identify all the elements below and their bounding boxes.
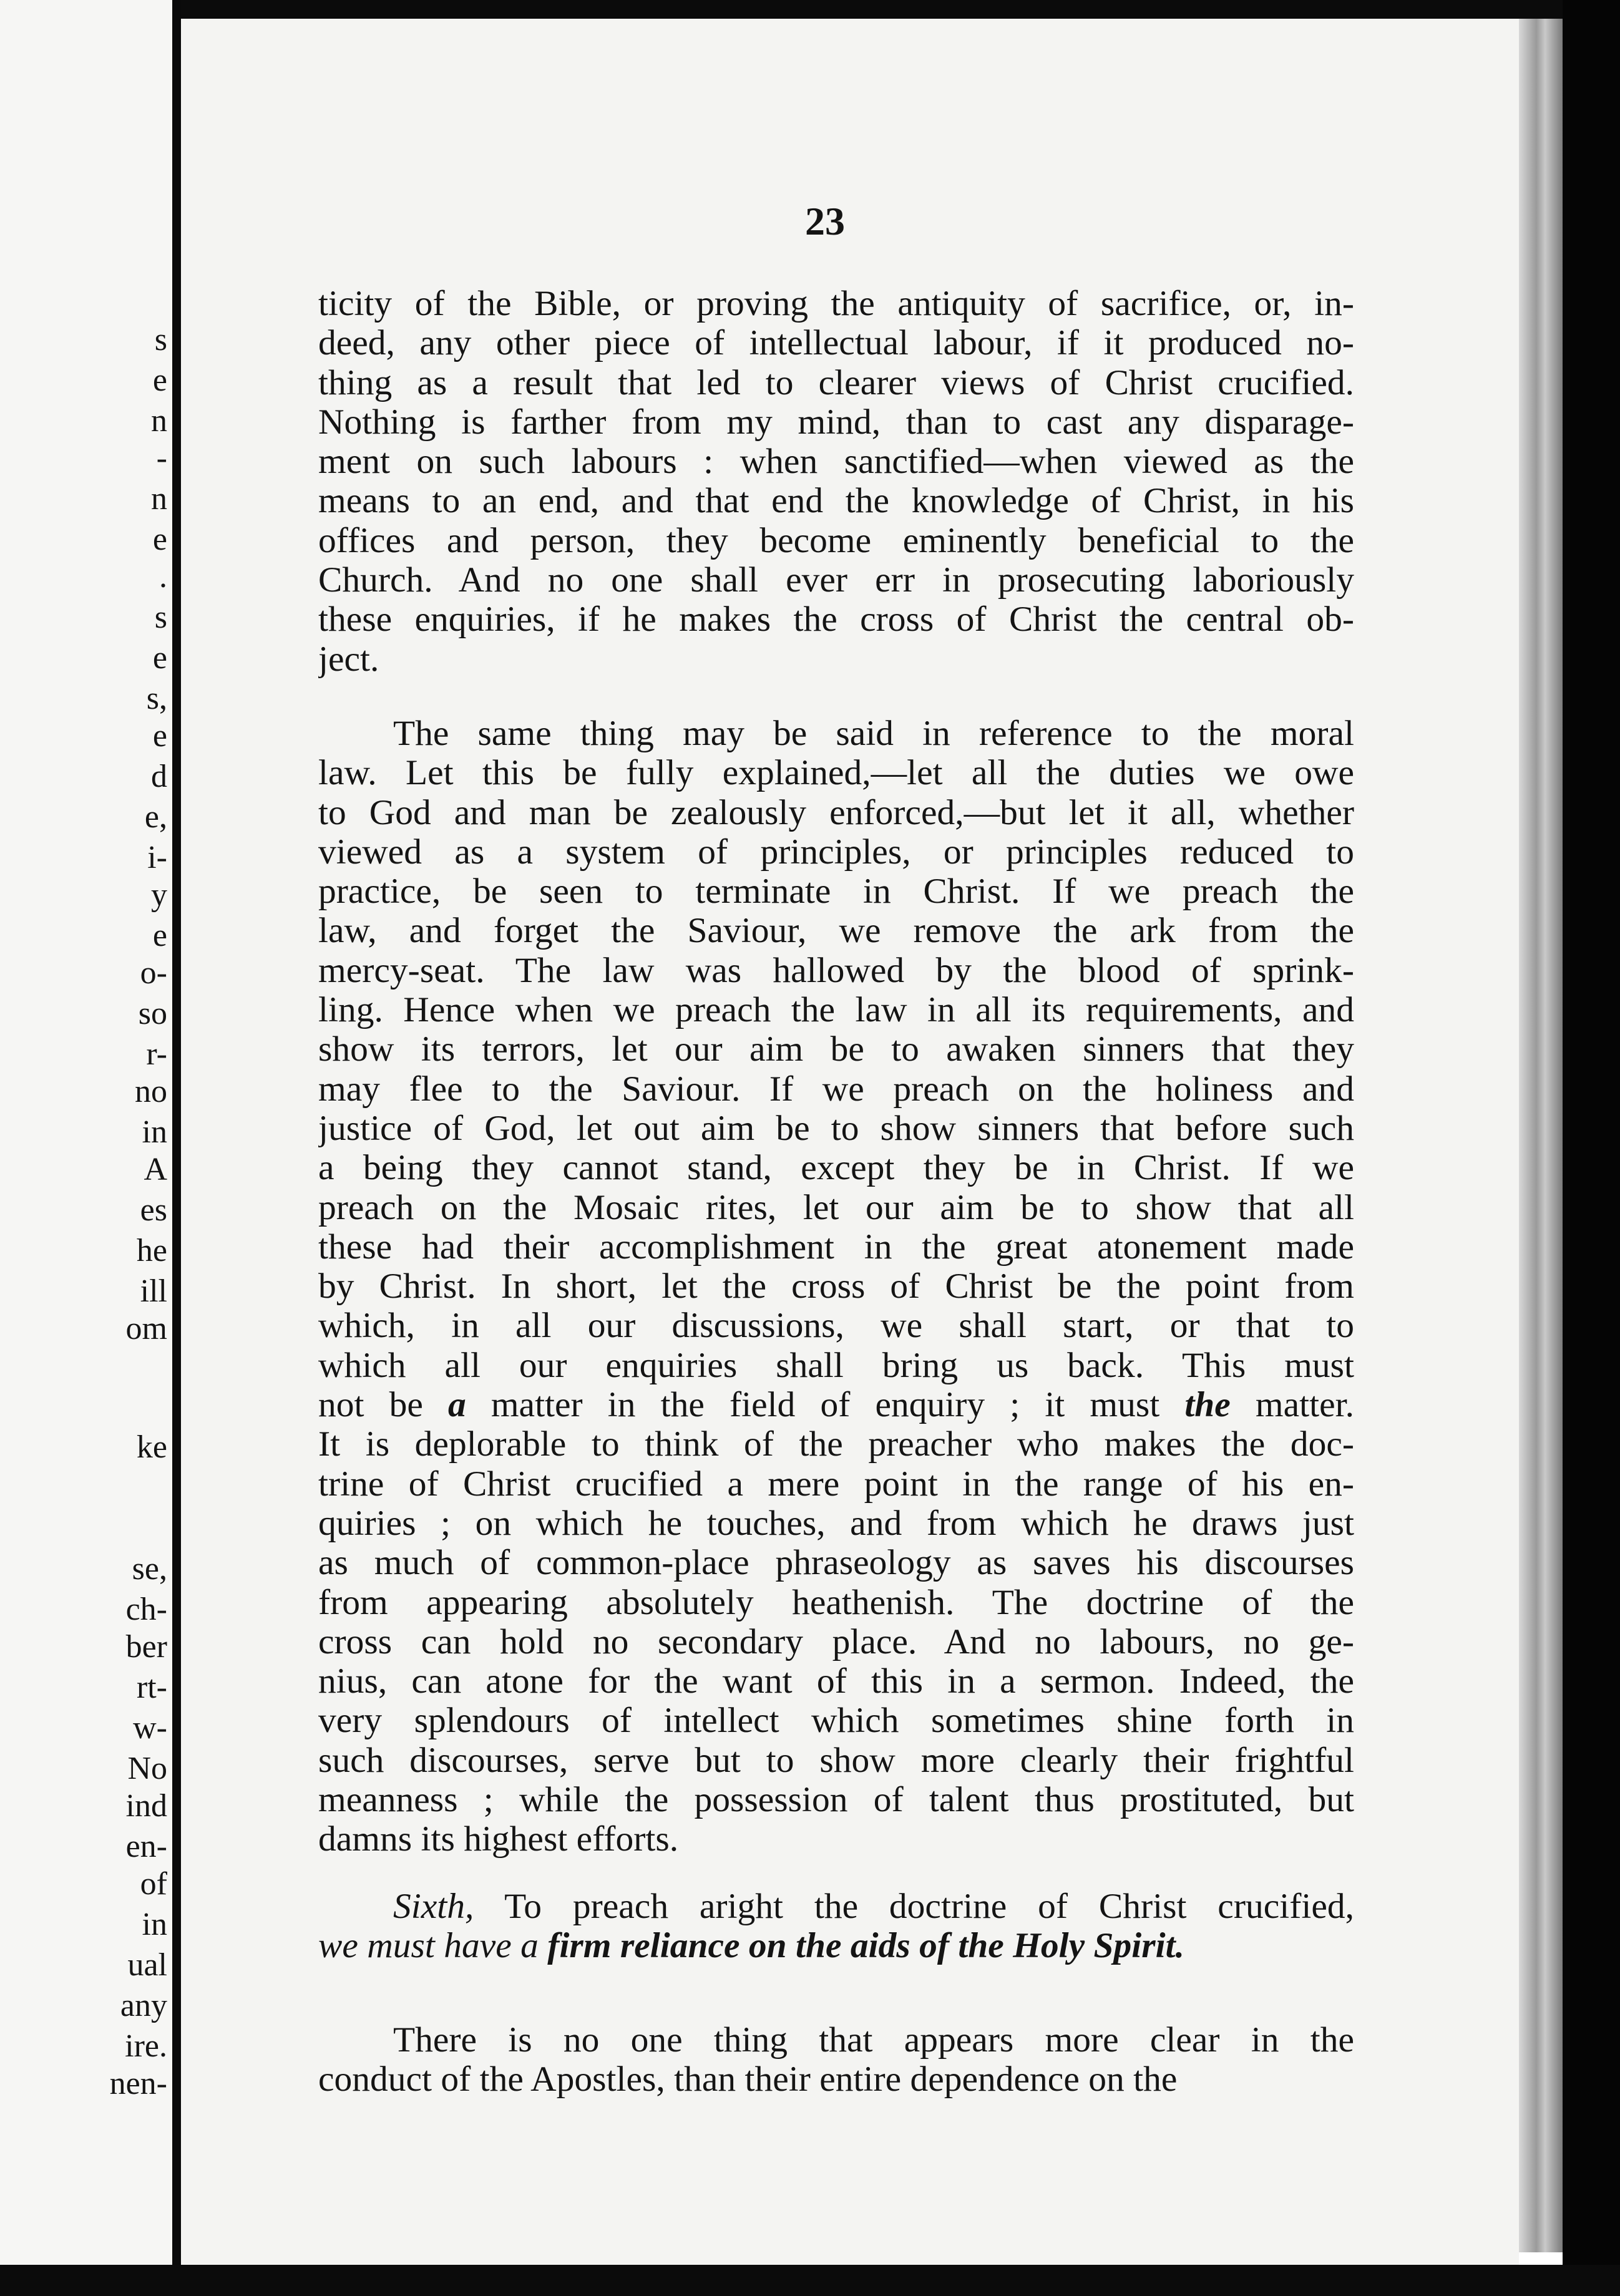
emphasis-word: the xyxy=(1184,1385,1231,1425)
fragment-line: any xyxy=(120,1988,167,2023)
paragraph-1-line: Nothing is farther from my mind, than to cast any disparage- xyxy=(318,402,1354,442)
paragraph-1-line: Church. And no one shall ever err in prosecuting laboriously xyxy=(318,560,1354,600)
paragraph-3 xyxy=(318,1887,1354,1966)
fragment-line: in xyxy=(142,1907,167,1942)
paragraph-2-line: which all our enquiries shall bring us back. This must xyxy=(318,1345,1354,1385)
paragraph-2-line: damns its highest efforts. xyxy=(318,1819,679,1859)
scan-border-top xyxy=(0,0,1620,19)
paragraph-1-line: offices and person, they become eminently beneficial to the xyxy=(318,520,1354,560)
paragraph-3-line-1 xyxy=(318,1887,1354,1926)
paragraph-1-line: ment on such labours : when sanctified—when viewed as the xyxy=(318,442,1354,482)
fragment-line: es xyxy=(140,1192,167,1228)
sixth-label: Sixth, xyxy=(393,1887,474,1926)
previous-page-fragment xyxy=(0,0,172,2296)
fragment-line: no xyxy=(135,1074,167,1109)
paragraph-2-line: preach on the Mosaic rites, let our aim be to show that all xyxy=(318,1187,1354,1227)
fragment-line: om xyxy=(125,1311,167,1346)
paragraph-2-line: these had their accomplishment in the great atonement made xyxy=(318,1227,1354,1267)
emphasis-word: a xyxy=(447,1385,466,1425)
fragment-line: . xyxy=(159,559,167,595)
fragment-line: ire. xyxy=(125,2028,167,2064)
scan-border-right xyxy=(1563,0,1620,2296)
fragment-line: ill xyxy=(140,1273,167,1309)
fragment-line: in xyxy=(142,1114,167,1150)
paragraph-2-line: very splendours of intellect which sometimes shine forth in xyxy=(318,1701,1354,1741)
fragment-line: w- xyxy=(133,1710,167,1746)
paragraph-2-line: meanness ; while the possession of talent thus prostituted, but xyxy=(318,1780,1354,1820)
paragraph-2-line: from appearing absolutely heathenish. The doctrine of the xyxy=(318,1582,1354,1622)
fragment-line: ual xyxy=(127,1947,167,1983)
paragraph-1-line: deed, any other piece of intellectual labour, if it produced no- xyxy=(318,323,1354,363)
fragment-line: s xyxy=(154,600,167,635)
fragment-line: ind xyxy=(125,1788,167,1824)
paragraph-2-line: practice, be seen to terminate in Christ. If we preach the xyxy=(318,872,1354,912)
paragraph-2-line: law, and forget the Saviour, we remove the ark from the xyxy=(318,911,1354,951)
fragment-line: e xyxy=(152,640,167,676)
fragment-line: No xyxy=(127,1751,167,1786)
fragment-line: e xyxy=(152,522,167,557)
page-number: 23 xyxy=(805,199,845,243)
paragraph-2-line: ling. Hence when we preach the law in all its requirements, and xyxy=(318,990,1354,1030)
fragment-line: e xyxy=(152,918,167,953)
paragraph-1-line: ticity of the Bible, or proving the antiquity of sacrifice, or, in- xyxy=(318,284,1354,323)
paragraph-2-line: law. Let this be fully explained,—let all the duties we owe xyxy=(318,753,1354,793)
paragraph-2-line: show its terrors, let our aim be to awaken sinners that they xyxy=(318,1029,1354,1069)
paragraph-4-line: There is no one thing that appears more clear in the xyxy=(393,2020,1354,2060)
paragraph-2-line: The same thing may be said in reference to the moral xyxy=(393,714,1354,753)
emphasis-bold-italic: firm reliance on the aids of the Holy Spirit. xyxy=(547,1926,1184,1966)
fragment-line: y xyxy=(151,877,167,913)
paragraph-2-line: may flee to the Saviour. If we preach on the holiness and xyxy=(318,1069,1354,1109)
paragraph-1-line: these enquiries, if he makes the cross of Christ the central ob- xyxy=(318,600,1354,640)
fragment-line: e, xyxy=(144,799,167,835)
scan-border-bottom xyxy=(0,2265,1620,2296)
fragment-line: en- xyxy=(125,1829,167,1864)
fragment-line: of xyxy=(140,1866,167,1902)
emphasis-italic: we must have a xyxy=(318,1926,548,1966)
fragment-line: s xyxy=(154,322,167,358)
paragraph-2-line: a being they cannot stand, except they be in Christ. If we xyxy=(318,1148,1354,1188)
fragment-line: ke xyxy=(136,1429,167,1465)
fragment-line: nen- xyxy=(109,2066,167,2101)
paragraph-2-line: not be a matter in the field of enquiry ; it must the matter. xyxy=(318,1385,1354,1425)
paragraph-2-line: as much of common-place phraseology as saves his discourses xyxy=(318,1543,1354,1583)
paragraph-2-line: quiries ; on which he touches, and from which he draws just xyxy=(318,1503,1354,1543)
paragraph-2-line: justice of God, let out aim be to show sinners that before such xyxy=(318,1108,1354,1148)
paragraph-1-line: thing as a result that led to clearer views of Christ crucified. xyxy=(318,362,1354,402)
fragment-line: e xyxy=(152,362,167,398)
fragment-line: A xyxy=(144,1152,167,1187)
fragment-line: se, xyxy=(132,1551,167,1587)
paragraph-2 xyxy=(318,714,1354,1859)
paragraph-2-line: mercy-seat. The law was hallowed by the blood of sprink- xyxy=(318,950,1354,990)
paragraph-3-line-1-text: To preach aright the doctrine of Christ crucified, xyxy=(474,1887,1354,1926)
paragraph-2-line: nius, can atone for the want of this in a sermon. Indeed, the xyxy=(318,1661,1354,1701)
paragraph-4-line: conduct of the Apostles, than their entire dependence on the xyxy=(318,2060,1178,2099)
fragment-line: o- xyxy=(140,955,167,991)
paragraph-1-line: ject. xyxy=(318,639,379,679)
fragment-line: d xyxy=(151,759,167,794)
fragment-line: r- xyxy=(146,1036,167,1072)
paragraph-3-line-2 xyxy=(318,1926,1354,1965)
paragraph-1 xyxy=(318,284,1354,679)
paragraph-2-line: cross can hold no secondary place. And no labours, no ge- xyxy=(318,1622,1354,1661)
paragraph-2-line: by Christ. In short, let the cross of Christ be the point from xyxy=(318,1267,1354,1306)
fragment-line: - xyxy=(156,440,167,476)
paragraph-2-line: trine of Christ crucified a mere point in the range of his en- xyxy=(318,1464,1354,1504)
paragraph-2-line: which, in all our discussions, we shall start, or that to xyxy=(318,1306,1354,1346)
fragment-line: i- xyxy=(147,840,167,875)
fragment-line: s, xyxy=(146,681,167,716)
paragraph-2-line: such discourses, serve but to show more clearly their frightful xyxy=(318,1740,1354,1780)
paragraph-1-line: means to an end, and that end the knowledge of Christ, in his xyxy=(318,481,1354,521)
book-gutter xyxy=(172,0,181,2296)
paragraph-2-line: viewed as a system of principles, or principles reduced to xyxy=(318,832,1354,872)
fragment-line: n xyxy=(151,481,167,517)
fragment-line: rt- xyxy=(136,1670,167,1705)
paragraph-4 xyxy=(318,2020,1354,2099)
fragment-line: n xyxy=(151,403,167,439)
fragment-line: ber xyxy=(125,1629,167,1665)
fragment-line: so xyxy=(138,996,167,1031)
fragment-line: e xyxy=(152,718,167,754)
fragment-line: ch- xyxy=(125,1592,167,1627)
page-edge-stack xyxy=(1519,19,1563,2252)
paragraph-2-line: It is deplorable to think of the preacher who makes the doc- xyxy=(318,1424,1354,1464)
fragment-line: he xyxy=(136,1233,167,1268)
paragraph-2-line: to God and man be zealously enforced,—but let it all, whether xyxy=(318,792,1354,832)
